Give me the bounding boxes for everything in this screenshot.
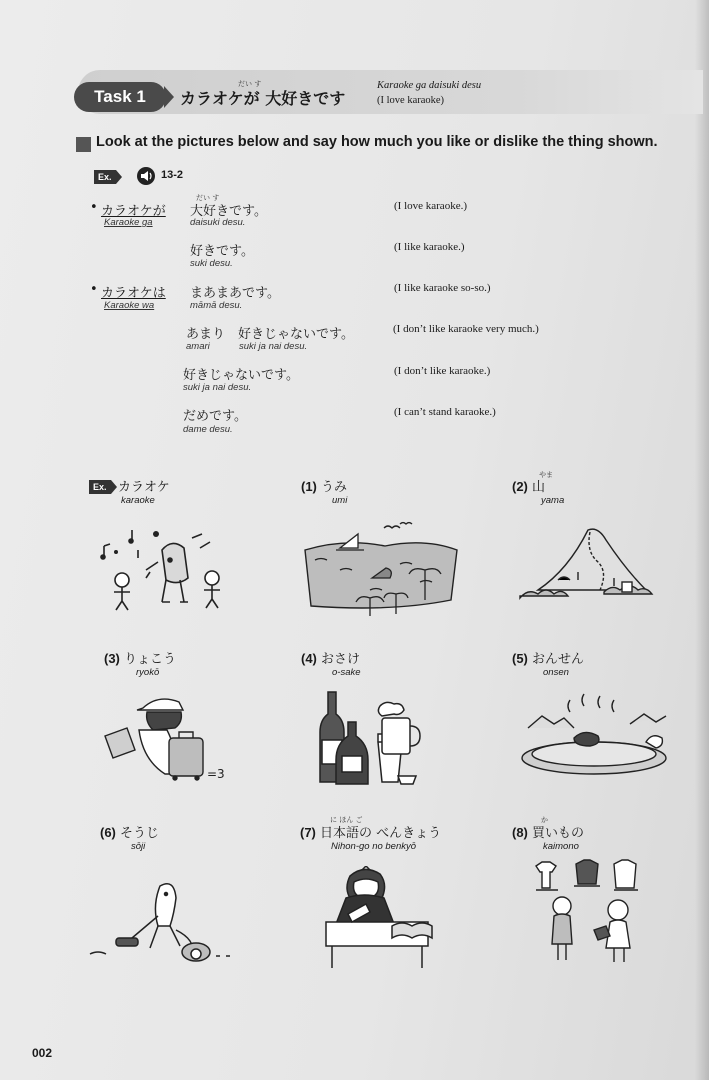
item-romaji-umi: umi xyxy=(332,495,348,506)
example-subject-wa: カラオケは xyxy=(101,286,166,301)
item-romaji-nihongo: Nihon-go no benkyō xyxy=(331,841,417,852)
item-furigana-nihongo: に ほん ご xyxy=(330,816,363,824)
example-bullet: • xyxy=(90,200,98,215)
item-label-ryoko: (3) りょこう xyxy=(104,651,177,667)
item-label-karaoke: カラオケ xyxy=(118,480,170,495)
example-line-english: (I like karaoke so-so.) xyxy=(394,282,491,294)
hot-spring-icon xyxy=(518,688,673,778)
item-label-yama: (2) 山 xyxy=(512,479,546,495)
example-line-english: (I don’t like karaoke very much.) xyxy=(393,323,539,335)
task-title: カラオケが 大好きです xyxy=(180,89,346,108)
line-furigana: だい す xyxy=(196,194,220,202)
example-line-english: (I can’t stand karaoke.) xyxy=(394,406,496,418)
item-ex-badge: Ex. xyxy=(89,480,111,494)
example-line-jp: まあまあです。 xyxy=(190,286,280,301)
item-romaji-yama: yama xyxy=(541,495,565,506)
item-furigana-kaimono: か xyxy=(541,816,548,824)
item-romaji-ryoko: ryokō xyxy=(136,667,160,678)
item-romaji-karaoke: karaoke xyxy=(121,495,155,506)
example-line-jp: だめです。 xyxy=(183,409,247,424)
example-subject-wa-romaji: Karaoke wa xyxy=(104,300,155,311)
item-label-nihongo: (7) 日本語の べんきょう xyxy=(300,825,442,841)
task-arrow-icon xyxy=(164,86,174,108)
item-label-soji: (6) そうじ xyxy=(100,825,160,841)
item-romaji-onsen: onsen xyxy=(543,667,569,678)
item-romaji-kaimono: kaimono xyxy=(543,841,579,852)
task-romaji: Karaoke ga daisuki desu xyxy=(377,80,482,91)
svg-text:=3: =3 xyxy=(207,767,225,781)
example-bullet: • xyxy=(90,282,98,297)
item-romaji-soji: sōji xyxy=(131,841,146,852)
example-line-english: (I like karaoke.) xyxy=(394,241,465,253)
task-title-furigana: だい す xyxy=(238,80,262,88)
item-label-onsen: (5) おんせん xyxy=(512,651,585,667)
example-subject-ga: カラオケが xyxy=(101,204,166,219)
instruction-square-icon xyxy=(76,137,91,152)
travel-icon xyxy=(103,690,233,785)
task-english: (I love karaoke) xyxy=(377,95,445,106)
task-label: Task 1 xyxy=(74,82,166,112)
example-line-english: (I don’t like karaoke.) xyxy=(394,365,491,377)
example-line-romaji: dame desu. xyxy=(183,424,233,435)
sake-icon xyxy=(312,688,437,793)
shopping-icon xyxy=(530,858,645,968)
sea-icon xyxy=(300,520,460,620)
audio-speaker-icon[interactable] xyxy=(137,167,155,185)
item-label-umi: (1) うみ xyxy=(301,479,348,495)
cleaning-icon xyxy=(86,880,236,965)
mountain-icon xyxy=(518,520,658,605)
page-number: 002 xyxy=(32,1046,53,1060)
example-line-jp: 好きです。 xyxy=(190,244,254,259)
example-line-romaji: suki ja nai desu. xyxy=(183,382,252,393)
example-line-jp: 大好きです。 xyxy=(190,204,267,219)
example-line-romaji-amari: amari xyxy=(186,341,210,352)
page-spine-shadow xyxy=(695,0,709,1080)
audio-track-number: 13-2 xyxy=(161,169,184,181)
example-line-romaji: suki ja nai desu. xyxy=(239,341,308,352)
example-line-romaji: suki desu. xyxy=(190,258,233,269)
karaoke-icon xyxy=(92,520,242,615)
example-line-romaji: māmā desu. xyxy=(190,300,243,311)
item-romaji-osake: o-sake xyxy=(332,667,361,678)
item-label-kaimono: (8) 買いもの xyxy=(512,825,585,841)
example-line-english: (I love karaoke.) xyxy=(394,200,467,212)
example-badge: Ex. xyxy=(94,170,116,184)
item-furigana-yama: やま xyxy=(539,471,553,479)
instruction-text: Look at the pictures below and say how much you like or dislike the thing shown. xyxy=(96,134,658,150)
example-line-jp: あまり 好きじゃないです。 xyxy=(186,327,354,342)
item-label-osake: (4) おさけ xyxy=(301,651,361,667)
example-subject-ga-romaji: Karaoke ga xyxy=(104,217,153,228)
studying-icon xyxy=(322,866,434,971)
example-line-romaji: daisuki desu. xyxy=(190,217,246,228)
example-line-jp: 好きじゃないです。 xyxy=(183,368,299,383)
